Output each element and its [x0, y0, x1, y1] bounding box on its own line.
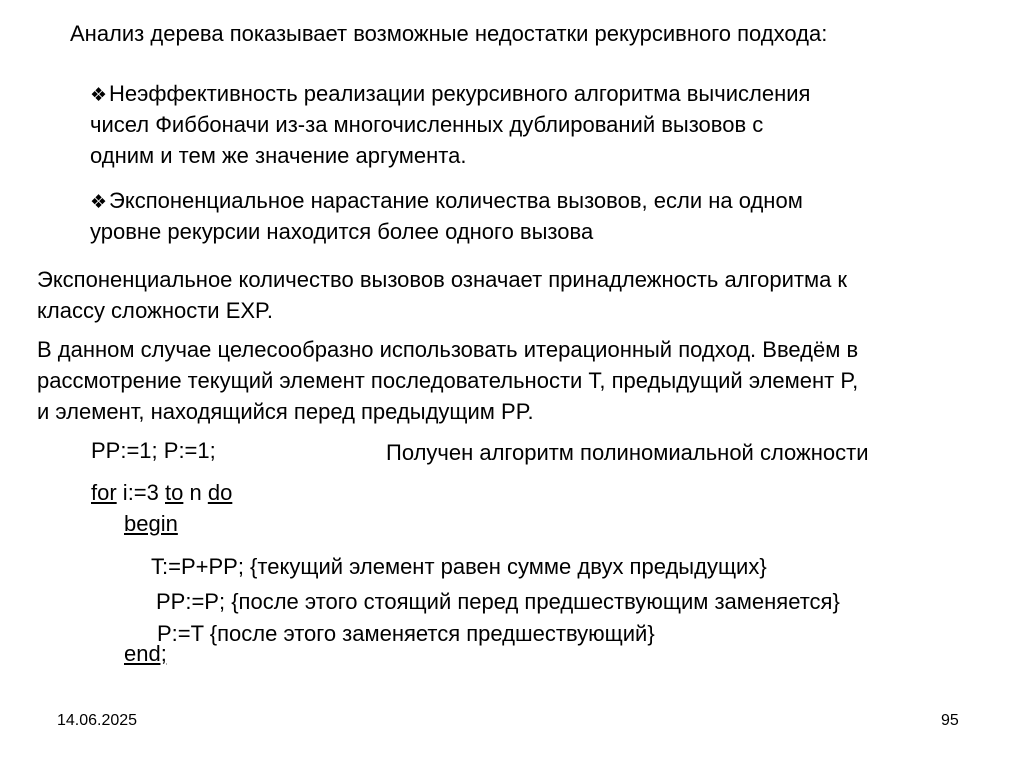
paragraph-line: и элемент, находящийся перед предыдущим PP.: [37, 399, 534, 424]
paragraph-line: В данном случае целесообразно использовать итерационный подход. Введём в: [37, 337, 859, 362]
keyword-end: end;: [124, 641, 167, 666]
code-init: PP:=1; P:=1;: [91, 438, 216, 463]
complexity-note: Получен алгоритм полиномиальной сложности: [386, 440, 869, 465]
paragraph-line: классу сложности EXP.: [37, 298, 274, 323]
keyword-do: do: [207, 480, 233, 505]
diamond-bullet-icon: ❖: [90, 85, 108, 106]
paragraph-line: Экспоненциальное количество вызовов означает принадлежность алгоритма к: [37, 267, 848, 292]
footer-date: 14.06.2025: [57, 712, 138, 729]
intro-text: Анализ дерева показывает возможные недостатки рекурсивного подхода:: [70, 21, 828, 46]
keyword-begin: begin: [124, 511, 178, 536]
page-number: 95: [941, 712, 959, 729]
bullet-line: уровне рекурсии находится более одного вызова: [90, 219, 594, 244]
code-line-1: T:=P+PP; {текущий элемент равен сумме двух предыдущих}: [151, 554, 767, 579]
diamond-bullet-icon: ❖: [90, 192, 108, 213]
bullet-line: ❖Экспоненциальное нарастание количества вызовов, если на одном: [90, 188, 803, 213]
bullet-line: одним и тем же значение аргумента.: [90, 143, 467, 168]
bullet-line: ❖Неэффективность реализации рекурсивного алгоритма вычисления: [90, 81, 811, 106]
code-line-3: P:=T {после этого заменяется предшествующий}: [157, 621, 655, 646]
code-line-2: PP:=P; {после этого стоящий перед предшествующим заменяется}: [156, 589, 840, 614]
keyword-to: to: [165, 480, 184, 505]
code-for-line: for i:=3 to n do: [91, 480, 233, 505]
keyword-for: for: [91, 480, 117, 505]
bullet-line: чисел Фиббоначи из-за многочисленных дублирований вызовов с: [90, 112, 764, 137]
paragraph-line: рассмотрение текущий элемент последовательности T, предыдущий элемент P,: [37, 368, 859, 393]
